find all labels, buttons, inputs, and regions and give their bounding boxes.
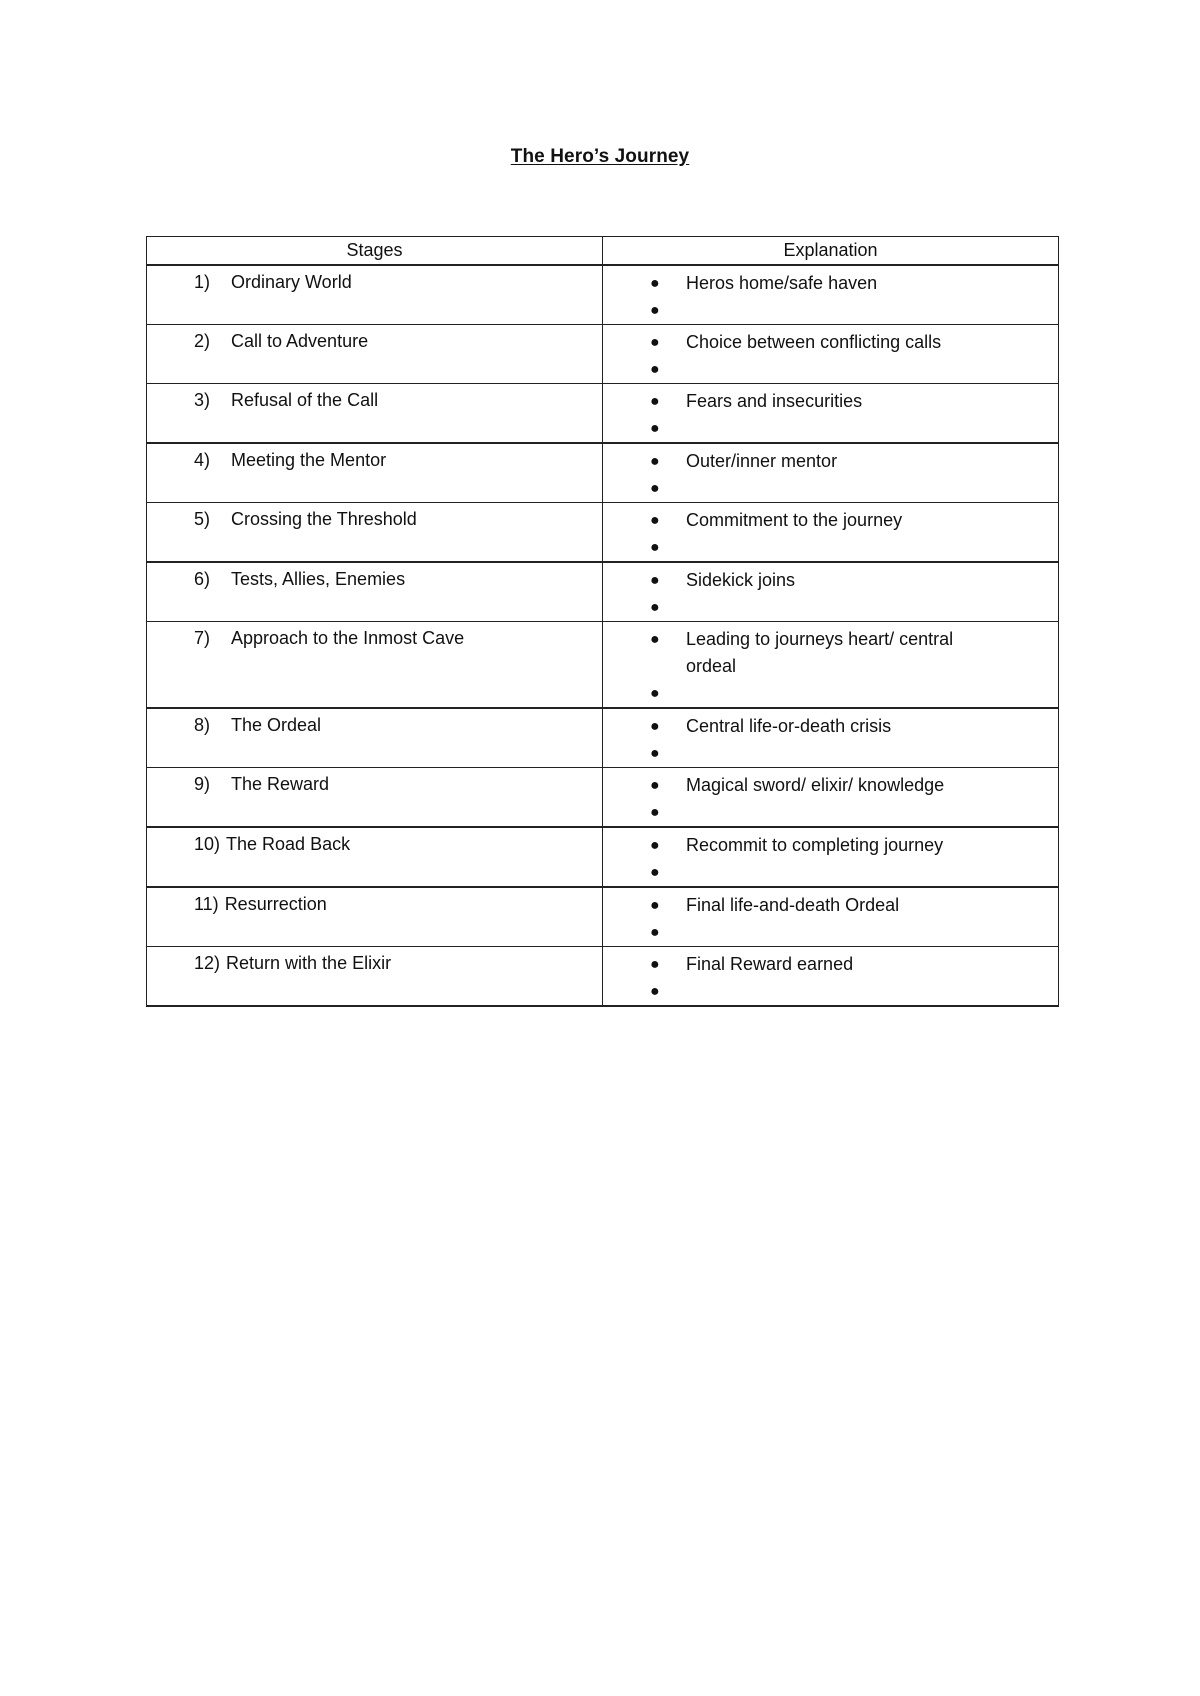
table-row: [147, 708, 1059, 768]
list-item: [603, 626, 1058, 680]
table-row: [147, 887, 1059, 947]
bullet-icon: ●: [650, 393, 660, 410]
stage-name: The Reward: [231, 774, 330, 794]
list-item: [603, 951, 1058, 978]
explanation-list: [603, 622, 1058, 707]
explanation-cell: [603, 325, 1059, 384]
stage-number: 5): [194, 509, 211, 529]
stage-cell: [147, 265, 603, 325]
stage-name: Meeting the Mentor: [231, 450, 387, 470]
explanation-cell: [603, 503, 1059, 563]
table-row: [147, 325, 1059, 384]
list-item: [603, 799, 1058, 826]
stage-number: 4): [194, 450, 211, 470]
stage-name: Resurrection: [224, 894, 327, 914]
table-row: [147, 947, 1059, 1007]
heros-journey-table: [146, 236, 1059, 1007]
stages-column-header: Stages: [147, 237, 603, 266]
table-row: [147, 768, 1059, 828]
list-item: [603, 772, 1058, 799]
explanation-text: Final Reward earned: [686, 954, 854, 974]
list-item: [603, 415, 1058, 442]
explanation-text: Heros home/safe haven: [686, 273, 878, 293]
explanation-text: Choice between conflicting calls: [686, 332, 942, 352]
stage-cell: [147, 887, 603, 947]
explanation-text: Final life-and-death Ordeal: [686, 895, 900, 915]
explanation-list: [603, 384, 1058, 442]
stage-name: The Ordeal: [231, 715, 322, 735]
table-row: [147, 384, 1059, 444]
stage-name: The Road Back: [226, 834, 351, 854]
explanation-list: [603, 503, 1058, 561]
table-row: [147, 827, 1059, 887]
list-item: [603, 859, 1058, 886]
explanation-text: Commitment to the journey: [686, 510, 903, 530]
bullet-icon: ●: [650, 334, 660, 351]
stage-name: Tests, Allies, Enemies: [231, 569, 406, 589]
explanation-text: Magical sword/ elixir/ knowledge: [686, 775, 945, 795]
explanation-list: [603, 563, 1058, 621]
list-item: [603, 534, 1058, 561]
stage-name: Approach to the Inmost Cave: [231, 628, 465, 648]
bullet-icon: ●: [650, 275, 660, 292]
explanation-cell: [603, 265, 1059, 325]
list-item: [603, 356, 1058, 383]
explanation-list: [603, 325, 1058, 383]
stage-cell: [147, 325, 603, 384]
stage-number: 11): [194, 894, 219, 914]
explanation-list: [603, 709, 1058, 767]
explanation-list: [603, 888, 1058, 946]
list-item: [603, 680, 1058, 707]
bullet-icon: ●: [650, 512, 660, 529]
stage-number: 1): [194, 272, 211, 292]
stage-name: Call to Adventure: [231, 331, 369, 351]
explanation-text: Fears and insecurities: [686, 391, 863, 411]
list-item: [603, 297, 1058, 324]
bullet-icon: ●: [650, 361, 660, 378]
explanation-list: [603, 768, 1058, 826]
stage-number: 8): [194, 715, 211, 735]
list-item: [603, 475, 1058, 502]
explanation-column-header: Explanation: [603, 237, 1059, 266]
list-item: [603, 892, 1058, 919]
stage-number: 3): [194, 390, 211, 410]
list-item: [603, 567, 1058, 594]
stage-name: Ordinary World: [231, 272, 352, 292]
stage-number: 9): [194, 774, 211, 794]
bullet-icon: ●: [650, 685, 660, 702]
list-item: [603, 270, 1058, 297]
bullet-icon: ●: [650, 480, 660, 497]
explanation-cell: [603, 622, 1059, 709]
page-title: The Hero’s Journey: [510, 146, 690, 167]
bullet-icon: ●: [650, 924, 660, 941]
list-item: [603, 919, 1058, 946]
explanation-text: Leading to journeys heart/ central ordeal: [686, 629, 954, 676]
table-row: [147, 622, 1059, 709]
bullet-icon: ●: [650, 777, 660, 794]
bullet-icon: ●: [650, 897, 660, 914]
stage-name: Crossing the Threshold: [231, 509, 417, 529]
explanation-list: [603, 444, 1058, 502]
bullet-icon: ●: [650, 572, 660, 589]
explanation-cell: [603, 827, 1059, 887]
list-item: [603, 740, 1058, 767]
explanation-text: Sidekick joins: [686, 570, 796, 590]
table-row: [147, 443, 1059, 503]
table-row: [147, 503, 1059, 563]
stage-name: Refusal of the Call: [231, 390, 379, 410]
bullet-icon: ●: [650, 983, 660, 1000]
table-header-row: [147, 237, 1059, 266]
bullet-icon: ●: [650, 745, 660, 762]
bullet-icon: ●: [650, 718, 660, 735]
stage-number: 10): [194, 834, 221, 854]
bullet-icon: ●: [650, 453, 660, 470]
stage-cell: [147, 827, 603, 887]
explanation-cell: [603, 384, 1059, 444]
list-item: [603, 713, 1058, 740]
list-item: [603, 329, 1058, 356]
table-row: [147, 265, 1059, 325]
list-item: [603, 388, 1058, 415]
stage-cell: [147, 947, 603, 1007]
explanation-cell: [603, 887, 1059, 947]
bullet-icon: ●: [650, 631, 660, 648]
list-item: [603, 832, 1058, 859]
bullet-icon: ●: [650, 420, 660, 437]
explanation-list: [603, 947, 1058, 1005]
bullet-icon: ●: [650, 539, 660, 556]
list-item: [603, 507, 1058, 534]
stage-cell: [147, 768, 603, 828]
stage-cell: [147, 443, 603, 503]
list-item: [603, 448, 1058, 475]
stage-number: 2): [194, 331, 211, 351]
bullet-icon: ●: [650, 864, 660, 881]
stage-cell: [147, 562, 603, 622]
stage-cell: [147, 503, 603, 563]
bullet-icon: ●: [650, 804, 660, 821]
explanation-text: Central life-or-death crisis: [686, 716, 892, 736]
explanation-list: [603, 266, 1058, 324]
bullet-icon: ●: [650, 956, 660, 973]
stage-cell: [147, 384, 603, 444]
table-row: [147, 562, 1059, 622]
stage-name: Return with the Elixir: [226, 953, 392, 973]
explanation-cell: [603, 768, 1059, 828]
explanation-cell: [603, 708, 1059, 768]
stage-cell: [147, 622, 603, 709]
bullet-icon: ●: [650, 599, 660, 616]
list-item: [603, 978, 1058, 1005]
stage-number: 12): [194, 953, 221, 973]
explanation-cell: [603, 443, 1059, 503]
bullet-icon: ●: [650, 302, 660, 319]
list-item: [603, 594, 1058, 621]
stage-number: 6): [194, 569, 211, 589]
explanation-text: Outer/inner mentor: [686, 451, 838, 471]
explanation-cell: [603, 562, 1059, 622]
explanation-list: [603, 828, 1058, 886]
stage-number: 7): [194, 628, 211, 648]
stage-cell: [147, 708, 603, 768]
explanation-cell: [603, 947, 1059, 1007]
explanation-text: Recommit to completing journey: [686, 835, 944, 855]
bullet-icon: ●: [650, 837, 660, 854]
